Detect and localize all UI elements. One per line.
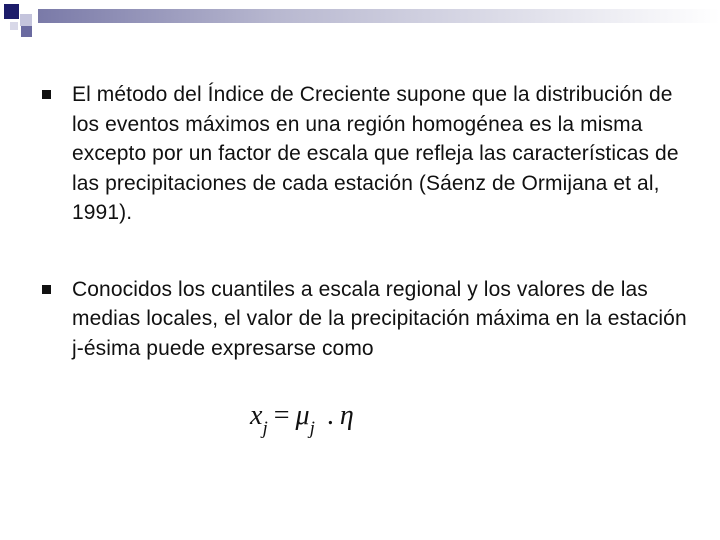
bullet-item [42, 80, 692, 228]
square-bullet-icon [42, 90, 51, 99]
bullet-item [42, 275, 692, 364]
header-decoration [0, 0, 720, 48]
formula-mu-subscript: j [309, 418, 315, 439]
deco-square-dark [4, 4, 19, 19]
bullet-list [42, 80, 692, 363]
deco-square-small [10, 22, 18, 30]
formula-mu: μ [295, 400, 310, 431]
header-gradient-bar [38, 9, 720, 23]
formula [250, 400, 354, 446]
formula-x-subscript: j [262, 418, 268, 439]
bullet-text: El método del Índice de Creciente supone que la distribución de los eventos máximos en una región homogénea es la misma excepto por un factor de escala que refleja las características de las precipitaciones de cada estación (Sáenz de Ormijana et al, 1991). [72, 83, 679, 224]
square-bullet-icon [42, 285, 51, 294]
deco-square-light [20, 14, 32, 26]
deco-square-mid [21, 26, 32, 37]
bullet-text: Conocidos los cuantiles a escala regional y los valores de las medias locales, el valor de la precipitación máxima en la estación j-ésima puede expresarse como [72, 277, 687, 360]
formula-x: x [250, 400, 263, 431]
formula-equals: = [273, 400, 290, 431]
formula-dot: . [326, 400, 334, 431]
formula-eta: η [339, 400, 354, 431]
